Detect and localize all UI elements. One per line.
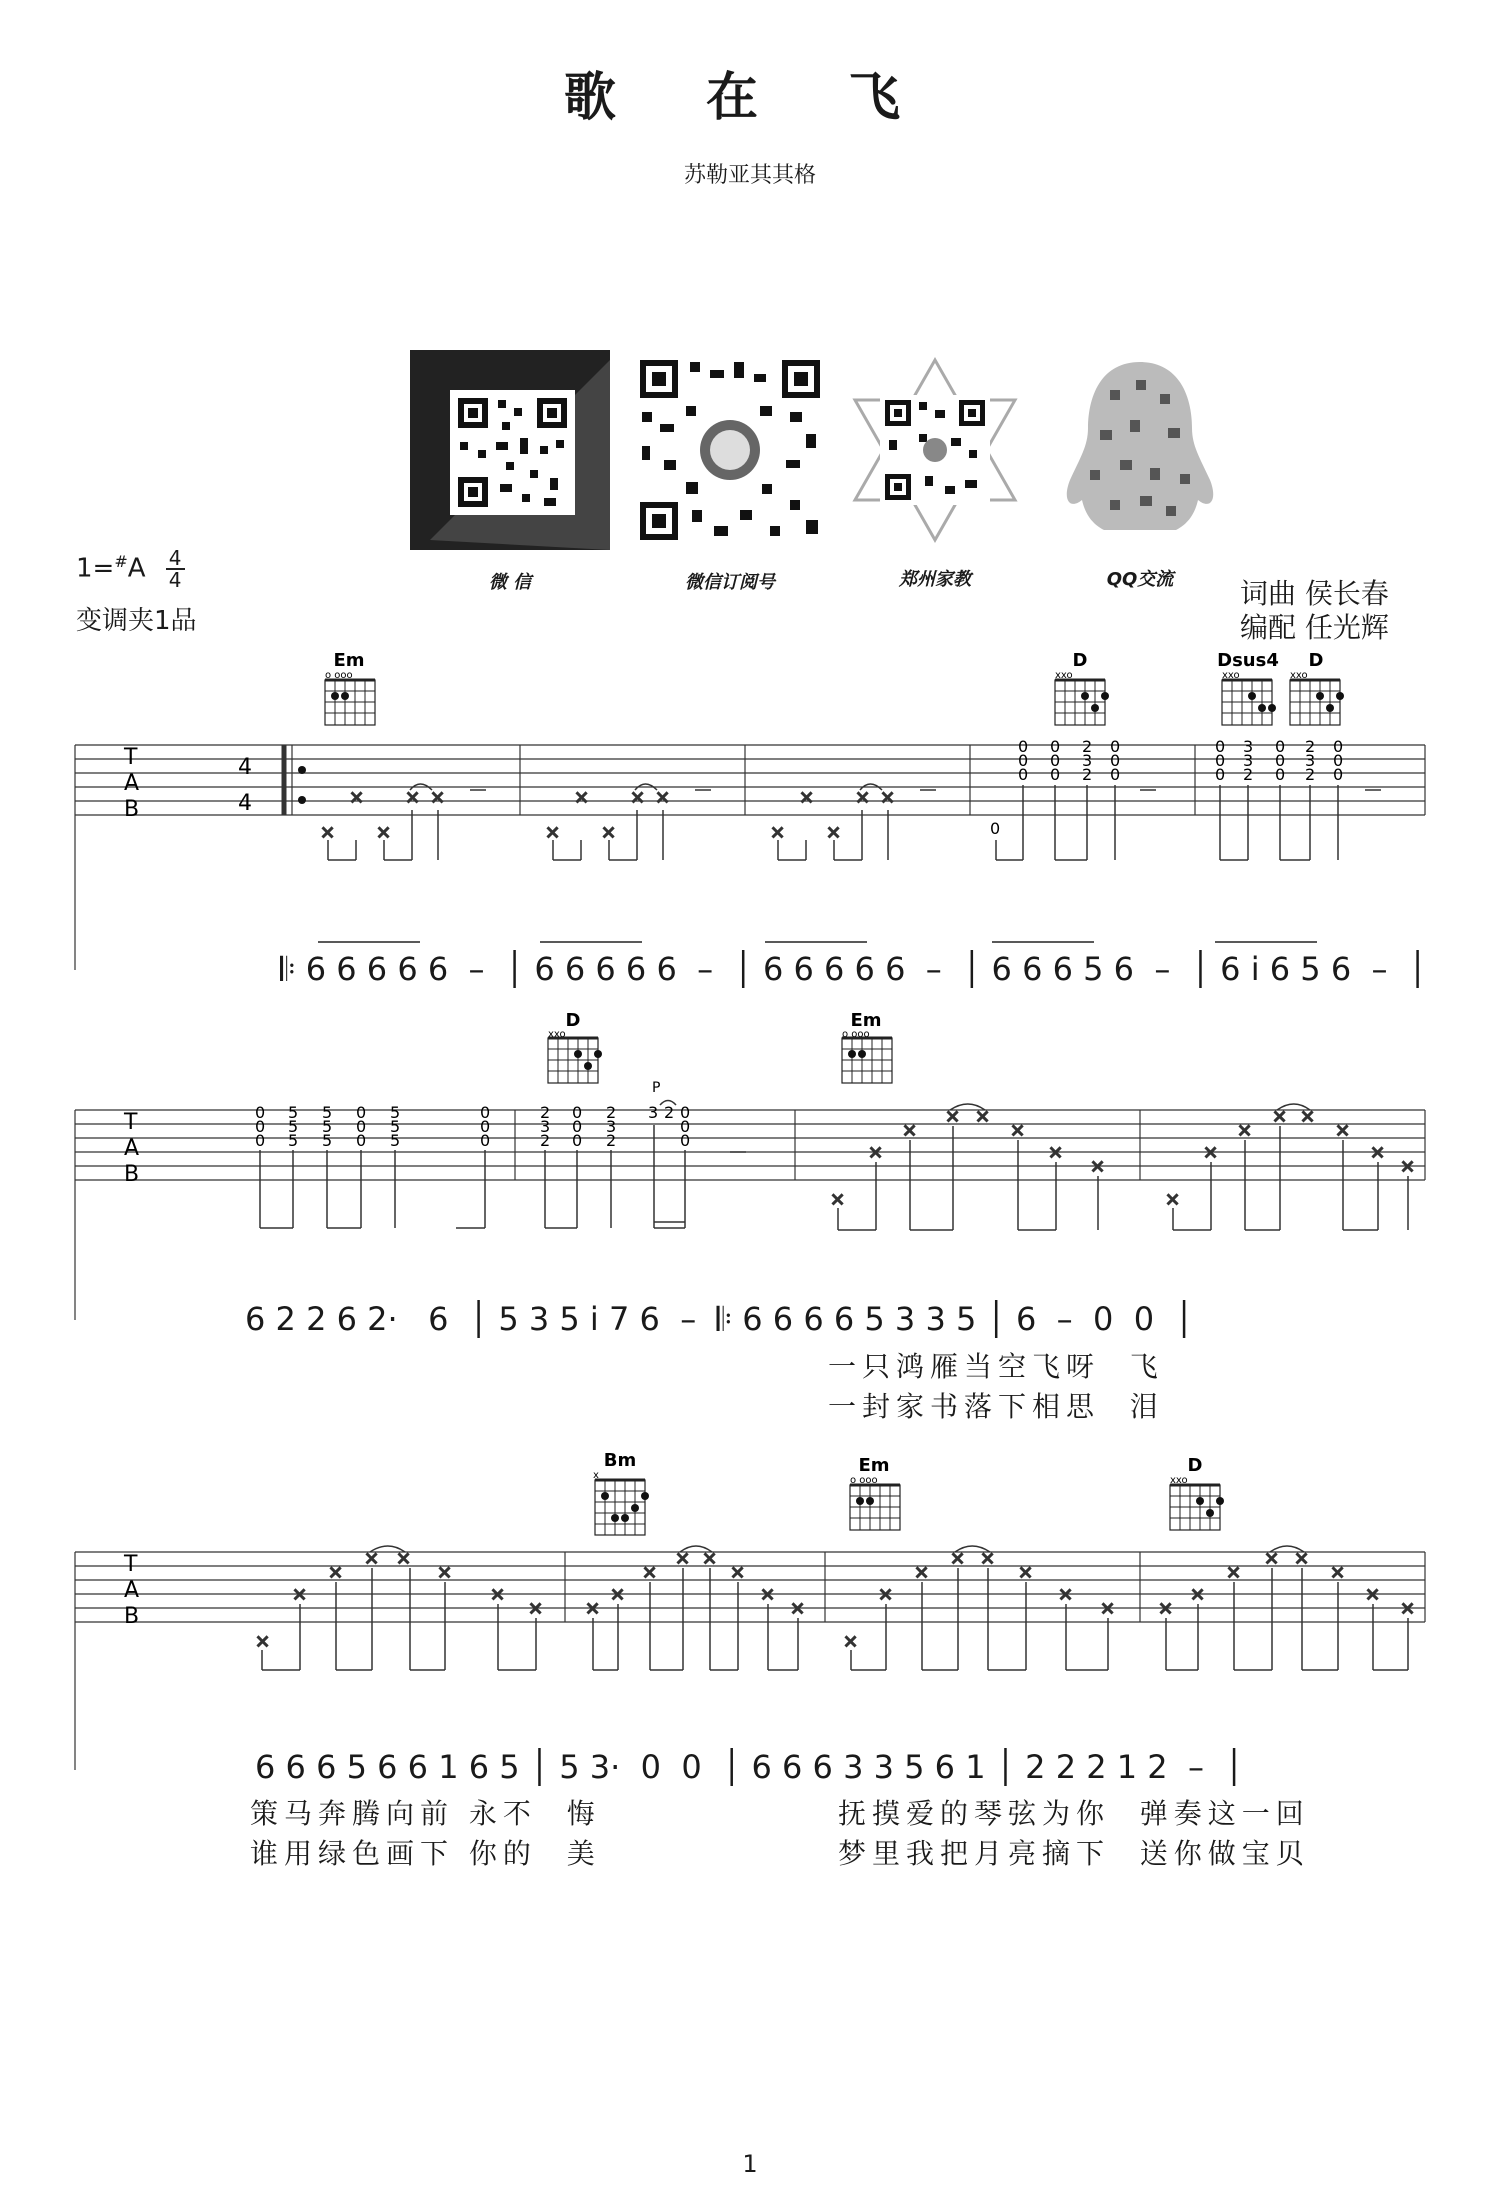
svg-text:0: 0	[990, 819, 1001, 838]
svg-text:0: 0	[1333, 765, 1344, 784]
svg-text:×: ×	[1335, 1120, 1351, 1141]
artist-name: 苏勒亚其其格	[683, 163, 816, 188]
svg-text:0: 0	[1275, 737, 1286, 756]
tab-numbers-dsus4	[1215, 737, 1343, 784]
svg-text:×: ×	[980, 1548, 996, 1569]
svg-text:o ooo: o ooo	[850, 1475, 878, 1486]
svg-text:5: 5	[322, 1103, 333, 1122]
svg-text:×: ×	[675, 1548, 691, 1569]
svg-text:0: 0	[1050, 751, 1061, 770]
svg-text:3: 3	[1243, 751, 1254, 770]
svg-text:0: 0	[480, 1103, 491, 1122]
svg-text:0: 0	[1215, 751, 1226, 770]
svg-text:3: 3	[540, 1117, 551, 1136]
lyrics-verse1-line3: 抚摸爱的琴弦为你 弹奏这一回	[838, 1797, 1310, 1830]
svg-text:5: 5	[322, 1117, 333, 1136]
svg-text:×: ×	[601, 822, 617, 843]
svg-text:×: ×	[1100, 1598, 1116, 1619]
svg-text:×: ×	[655, 787, 671, 808]
svg-text:3: 3	[648, 1103, 659, 1122]
svg-text:0: 0	[356, 1131, 367, 1150]
svg-text:5: 5	[288, 1117, 299, 1136]
svg-text:D: D	[565, 1010, 581, 1031]
svg-text:×: ×	[855, 787, 871, 808]
svg-text:×: ×	[396, 1548, 412, 1569]
svg-text:xxo: xxo	[1055, 670, 1073, 681]
svg-text:Em: Em	[858, 1455, 890, 1476]
qr-wechat-icon	[410, 350, 610, 550]
qr-label-tutor: 郑州家教	[899, 569, 971, 590]
svg-text:×: ×	[437, 1562, 453, 1583]
svg-text:xxo: xxo	[1170, 1475, 1188, 1486]
svg-text:0: 0	[1050, 737, 1061, 756]
melody-line-2: 6 2 2 6 2· 6 │ 5 3 5 i 7 6 – 𝄆 6 6 6 6 5 3 3 5 │ 6 – 0 0 │	[245, 1300, 1194, 1338]
svg-text:×: ×	[642, 1562, 658, 1583]
svg-text:×: ×	[610, 1584, 626, 1605]
svg-text:5: 5	[322, 1131, 333, 1150]
svg-text:0: 0	[1018, 751, 1029, 770]
svg-text:×: ×	[902, 1120, 918, 1141]
svg-text:5: 5	[288, 1103, 299, 1122]
svg-text:×: ×	[1165, 1189, 1181, 1210]
svg-text:×: ×	[790, 1598, 806, 1619]
svg-text:2: 2	[606, 1103, 617, 1122]
svg-text:×: ×	[545, 822, 561, 843]
capo-note: 变调夹1品	[76, 606, 197, 636]
svg-text:×: ×	[760, 1584, 776, 1605]
qr-label-wechat: 微 信	[488, 572, 532, 593]
svg-text:0: 0	[1110, 737, 1121, 756]
svg-text:×: ×	[585, 1598, 601, 1619]
tab-time-bottom: 4	[238, 791, 252, 816]
svg-text:0: 0	[480, 1131, 491, 1150]
credit-arrangement: 编配 任光辉	[1240, 611, 1389, 644]
svg-text:xxo: xxo	[1222, 670, 1240, 681]
qr-tutor-icon	[835, 350, 1035, 550]
qr-label-subscription: 微信订阅号	[685, 572, 775, 593]
svg-text:3: 3	[606, 1117, 617, 1136]
svg-text:5: 5	[390, 1131, 401, 1150]
svg-text:0: 0	[680, 1131, 691, 1150]
svg-text:0: 0	[1215, 765, 1226, 784]
svg-text:×: ×	[1010, 1120, 1026, 1141]
svg-text:×: ×	[574, 787, 590, 808]
chord-diagram-em-3	[850, 1455, 900, 1530]
svg-text:2: 2	[606, 1131, 617, 1150]
chord-diagram-d-3	[548, 1010, 602, 1083]
svg-text:×: ×	[1048, 1142, 1064, 1163]
svg-text:×: ×	[490, 1584, 506, 1605]
svg-text:×: ×	[1203, 1142, 1219, 1163]
svg-text:×: ×	[868, 1142, 884, 1163]
svg-text:2: 2	[1082, 737, 1093, 756]
song-title: 歌 在 飞	[563, 68, 937, 128]
svg-text:3: 3	[1082, 751, 1093, 770]
svg-text:×: ×	[843, 1631, 859, 1652]
chord-name-em: Em	[333, 650, 365, 671]
melody-line-1: 𝄆 6 6 6 6 6 – │ 6 6 6 6 6 – │ 6 6 6 6 6 – │ 6 6 6 5 6 – │ 6 i 6 5 6 – │	[280, 950, 1428, 988]
time-signature: $\frac{4}{4}$	[166, 548, 185, 590]
svg-text:0: 0	[1333, 751, 1344, 770]
lyrics-verse2-line2: 谁用绿色画下 你的 美	[250, 1837, 601, 1870]
svg-text:0: 0	[1215, 737, 1226, 756]
svg-text:0: 0	[572, 1103, 583, 1122]
svg-text:2: 2	[540, 1103, 551, 1122]
svg-text:3: 3	[1243, 737, 1254, 756]
svg-text:×: ×	[630, 787, 646, 808]
svg-text:o ooo: o ooo	[842, 1029, 870, 1040]
svg-text:xxo: xxo	[1290, 670, 1308, 681]
svg-text:D: D	[1187, 1455, 1203, 1476]
svg-text:×: ×	[292, 1584, 308, 1605]
svg-text:×: ×	[1300, 1106, 1316, 1127]
svg-text:2: 2	[540, 1131, 551, 1150]
svg-text:B: B	[124, 1162, 140, 1187]
chord-diagram-d	[1055, 650, 1109, 725]
svg-text:×: ×	[1018, 1562, 1034, 1583]
svg-text:×: ×	[320, 822, 336, 843]
svg-text:x: x	[593, 1470, 599, 1481]
svg-text:0: 0	[1018, 737, 1029, 756]
svg-text:0: 0	[680, 1117, 691, 1136]
svg-text:×: ×	[1370, 1142, 1386, 1163]
svg-text:5: 5	[390, 1103, 401, 1122]
svg-text:5: 5	[390, 1117, 401, 1136]
lyrics-verse1-line1: 一只鸿雁当空飞呀 飞	[828, 1350, 1164, 1383]
svg-text:D: D	[1072, 650, 1088, 671]
tab-letter-b: B	[124, 797, 140, 822]
svg-text:×: ×	[430, 787, 446, 808]
svg-text:A: A	[124, 1136, 140, 1161]
tab-numbers-system-2	[255, 1080, 690, 1150]
svg-text:Em: Em	[850, 1010, 882, 1031]
svg-text:×: ×	[1330, 1562, 1346, 1583]
tab-time-top: 4	[238, 755, 252, 780]
chord-diagram-em-2	[842, 1010, 892, 1083]
svg-text:0: 0	[572, 1117, 583, 1136]
melody-line-3: 6 6 6 5 6 6 1 6 5 │ 5 3· 0 0 │ 6 6 6 3 3 5 6 1 │ 2 2 2 1 2 – │	[255, 1748, 1244, 1786]
svg-text:xxo: xxo	[548, 1029, 566, 1040]
svg-text:×: ×	[950, 1548, 966, 1569]
svg-text:0: 0	[356, 1117, 367, 1136]
tab-system-3	[0, 1440, 1500, 1770]
pull-off-mark: P	[652, 1080, 661, 1096]
qr-label-qq: QQ交流	[1106, 569, 1174, 590]
svg-text:0: 0	[1018, 765, 1029, 784]
svg-text:2: 2	[1243, 765, 1254, 784]
page-number: 1	[742, 2150, 758, 2178]
svg-text:×: ×	[376, 822, 392, 843]
svg-text:0: 0	[255, 1103, 266, 1122]
svg-text:×: ×	[880, 787, 896, 808]
svg-text:D: D	[1308, 650, 1324, 671]
svg-text:×: ×	[878, 1584, 894, 1605]
svg-text:0: 0	[1275, 751, 1286, 770]
svg-text:0: 0	[1110, 765, 1121, 784]
credit-lyrics-music: 词曲 侯长春	[1240, 577, 1389, 610]
svg-text:×: ×	[1190, 1584, 1206, 1605]
svg-text:×: ×	[1090, 1156, 1106, 1177]
svg-text:×: ×	[826, 822, 842, 843]
svg-text:2: 2	[1082, 765, 1093, 784]
svg-text:Bm: Bm	[603, 1450, 637, 1471]
svg-text:×: ×	[975, 1106, 991, 1127]
svg-text:×: ×	[364, 1548, 380, 1569]
svg-text:2: 2	[664, 1103, 675, 1122]
svg-text:×: ×	[1058, 1584, 1074, 1605]
svg-text:A: A	[124, 1578, 140, 1603]
svg-text:×: ×	[730, 1562, 746, 1583]
svg-text:5: 5	[288, 1131, 299, 1150]
svg-text:×: ×	[255, 1631, 271, 1652]
svg-text:0: 0	[255, 1117, 266, 1136]
lyrics-verse2-line1: 一封家书落下相思 泪	[828, 1390, 1164, 1423]
svg-text:×: ×	[770, 822, 786, 843]
svg-text:×: ×	[1294, 1548, 1310, 1569]
svg-text:×: ×	[702, 1548, 718, 1569]
svg-text:×: ×	[1237, 1120, 1253, 1141]
tab-system-1	[0, 640, 1500, 970]
svg-text:×: ×	[799, 787, 815, 808]
svg-text:0: 0	[356, 1103, 367, 1122]
svg-text:0: 0	[1110, 751, 1121, 770]
svg-text:×: ×	[1272, 1106, 1288, 1127]
svg-text:0: 0	[1275, 765, 1286, 784]
svg-text:0: 0	[1050, 765, 1061, 784]
svg-text:×: ×	[1400, 1156, 1416, 1177]
svg-text:×: ×	[1365, 1584, 1381, 1605]
svg-text:3: 3	[1305, 751, 1316, 770]
chord-diagram-bm	[593, 1450, 649, 1535]
chord-diagram-em	[325, 650, 375, 725]
svg-text:×: ×	[1158, 1598, 1174, 1619]
svg-text:B: B	[124, 1604, 140, 1629]
svg-text:Dsus4: Dsus4	[1217, 650, 1279, 671]
tab-letter-a: A	[124, 771, 140, 796]
tab-letter-t: T	[124, 745, 138, 770]
chord-diagram-d-2	[1290, 650, 1344, 725]
svg-text:×: ×	[405, 787, 421, 808]
svg-text:×: ×	[1400, 1598, 1416, 1619]
svg-text:×: ×	[349, 787, 365, 808]
lyrics-verse2-line3: 梦里我把月亮摘下 送你做宝贝	[838, 1837, 1310, 1870]
svg-text:0: 0	[480, 1117, 491, 1136]
svg-text:×: ×	[1226, 1562, 1242, 1583]
key-signature: $1=^{\#}A \frac{4}{4}$	[76, 548, 185, 590]
svg-text:0: 0	[255, 1131, 266, 1150]
svg-text:2: 2	[1305, 765, 1316, 784]
qr-subscription-icon	[630, 350, 830, 550]
svg-text:×: ×	[945, 1106, 961, 1127]
svg-text:0: 0	[572, 1131, 583, 1150]
tab-system-2	[0, 1010, 1500, 1320]
svg-text:o ooo: o ooo	[325, 670, 353, 681]
chord-diagram-d-4	[1170, 1455, 1224, 1530]
svg-text:2: 2	[1305, 737, 1316, 756]
svg-text:0: 0	[1333, 737, 1344, 756]
svg-text:T: T	[124, 1110, 138, 1135]
svg-text:×: ×	[830, 1189, 846, 1210]
svg-text:×: ×	[328, 1562, 344, 1583]
chord-diagram-dsus4	[1217, 650, 1279, 725]
svg-text:×: ×	[914, 1562, 930, 1583]
svg-text:0: 0	[680, 1103, 691, 1122]
qr-qq-icon	[1040, 350, 1240, 550]
svg-text:×: ×	[528, 1598, 544, 1619]
svg-text:×: ×	[1264, 1548, 1280, 1569]
svg-text:T: T	[124, 1552, 138, 1577]
lyrics-verse1-line2: 策马奔腾向前 永不 悔	[250, 1797, 601, 1830]
